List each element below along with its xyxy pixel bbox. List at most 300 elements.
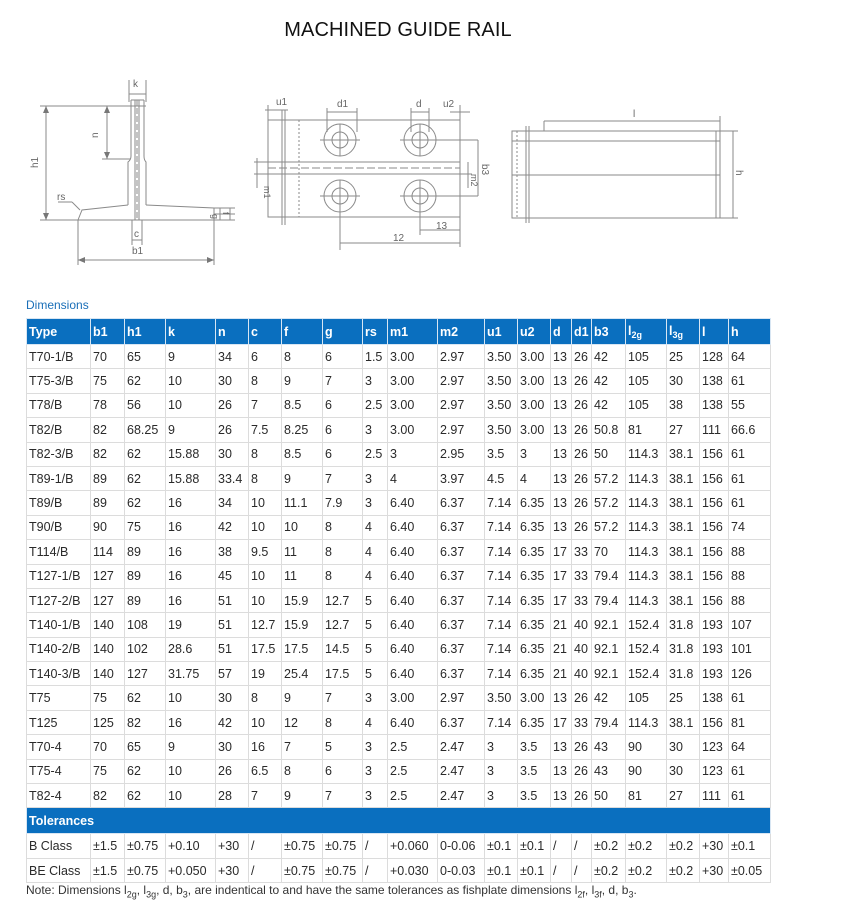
table-cell: 13 [551, 784, 572, 808]
table-cell: 13 [551, 345, 572, 369]
table-cell: 2.5 [388, 735, 438, 759]
table-cell: 62 [125, 466, 166, 490]
table-cell: 61 [729, 369, 771, 393]
table-cell: 42 [216, 515, 249, 539]
table-cell: 6.40 [388, 637, 438, 661]
table-cell: 61 [729, 784, 771, 808]
tolerance-class-cell: B Class [27, 834, 91, 858]
table-cell: 14.5 [323, 637, 363, 661]
table-cell: 40 [572, 637, 592, 661]
tolerance-cell: ±0.2 [667, 834, 700, 858]
column-header: d1 [572, 319, 592, 345]
table-cell: 64 [729, 345, 771, 369]
table-cell: 114.3 [626, 588, 667, 612]
table-cell: 42 [592, 345, 626, 369]
table-cell: 90 [626, 735, 667, 759]
table-cell: 138 [700, 686, 729, 710]
table-cell: 21 [551, 662, 572, 686]
table-cell: 10 [166, 369, 216, 393]
table-cell: 26 [572, 345, 592, 369]
dim-l-label: l [633, 109, 636, 120]
table-cell: 25 [667, 345, 700, 369]
table-cell: 10 [166, 393, 216, 417]
table-cell: 30 [216, 686, 249, 710]
table-cell: 79.4 [592, 564, 626, 588]
table-cell: 28 [216, 784, 249, 808]
footnote: Note: Dimensions $l_{2g}$, $l_{3g}$, d, $b_3$, are indentical to and have the same tolerances as fishplate dimensions $l_{2f}$, $l_{3f}$, d, $b_3$. [26, 883, 637, 900]
table-cell: 156 [700, 466, 729, 490]
tolerance-cell: ±0.75 [323, 858, 363, 882]
tolerances-header-row [27, 808, 771, 834]
table-cell: 75 [91, 686, 125, 710]
table-cell: 3.50 [485, 686, 518, 710]
table-cell: 11 [282, 564, 323, 588]
table-cell: 7 [249, 393, 282, 417]
table-cell: 90 [626, 759, 667, 783]
table-cell: 50.8 [592, 418, 626, 442]
table-cell: 61 [729, 686, 771, 710]
table-cell: 3 [363, 369, 388, 393]
dim-h1-label: h1 [30, 156, 41, 168]
column-header: d [551, 319, 572, 345]
table-cell: 7.5 [249, 418, 282, 442]
table-cell: 61 [729, 759, 771, 783]
table-cell: 9 [166, 418, 216, 442]
table-cell: 26 [572, 686, 592, 710]
tolerance-cell: ±0.1 [518, 834, 551, 858]
table-cell: 2.5 [363, 442, 388, 466]
table-cell: 89 [125, 564, 166, 588]
table-cell: 26 [572, 759, 592, 783]
table-cell: 15.9 [282, 588, 323, 612]
table-cell: 127 [91, 564, 125, 588]
table-cell: 30 [216, 369, 249, 393]
table-cell: 3.00 [388, 393, 438, 417]
table-row [27, 637, 771, 661]
table-cell: 6.35 [518, 540, 551, 564]
rail-type-cell: T82-4 [27, 784, 91, 808]
table-cell: 3 [363, 686, 388, 710]
rail-type-cell: T82/B [27, 418, 91, 442]
rail-type-cell: T127-1/B [27, 564, 91, 588]
table-cell: 38.1 [667, 466, 700, 490]
table-cell: 61 [729, 442, 771, 466]
table-cell: 156 [700, 491, 729, 515]
table-cell: 6.40 [388, 613, 438, 637]
table-cell: 61 [729, 491, 771, 515]
table-cell: 7.14 [485, 637, 518, 661]
table-cell: 15.88 [166, 442, 216, 466]
tolerances-section-label: Tolerances [27, 808, 771, 834]
table-cell: 152.4 [626, 637, 667, 661]
table-cell: 17 [551, 540, 572, 564]
table-cell: 105 [626, 686, 667, 710]
table-cell: 64 [729, 735, 771, 759]
table-cell: 75 [91, 369, 125, 393]
table-cell: 17 [551, 710, 572, 734]
column-header: u1 [485, 319, 518, 345]
table-cell: 26 [216, 759, 249, 783]
table-cell: 43 [592, 759, 626, 783]
table-cell: 9 [282, 784, 323, 808]
table-cell: 6.37 [438, 637, 485, 661]
table-cell: 4 [363, 564, 388, 588]
table-cell: 126 [729, 662, 771, 686]
rail-type-cell: T114/B [27, 540, 91, 564]
table-cell: 4 [363, 540, 388, 564]
table-cell: 6.37 [438, 710, 485, 734]
table-row [27, 588, 771, 612]
table-row [27, 369, 771, 393]
table-cell: 6.35 [518, 491, 551, 515]
table-cell: 70 [91, 735, 125, 759]
table-cell: 114.3 [626, 491, 667, 515]
table-cell: 6.37 [438, 515, 485, 539]
column-header: $l_{2g}$ [626, 319, 667, 345]
table-cell: 38.1 [667, 540, 700, 564]
rail-side-drawing [490, 100, 750, 230]
table-cell: 2.97 [438, 686, 485, 710]
table-cell: 70 [592, 540, 626, 564]
table-cell: 65 [125, 345, 166, 369]
table-cell: 31.8 [667, 637, 700, 661]
dim-d1-label: d1 [337, 99, 349, 110]
tolerance-cell: ±0.2 [626, 834, 667, 858]
dim-n-label: n [90, 132, 101, 138]
table-cell: 30 [667, 735, 700, 759]
table-cell: 92.1 [592, 662, 626, 686]
table-cell: 8 [249, 686, 282, 710]
table-cell: 55 [729, 393, 771, 417]
tolerance-cell: ±0.2 [626, 858, 667, 882]
table-cell: 42 [592, 393, 626, 417]
table-cell: 8.5 [282, 442, 323, 466]
table-row [27, 613, 771, 637]
table-cell: 50 [592, 442, 626, 466]
table-cell: 82 [91, 784, 125, 808]
table-cell: 6.40 [388, 491, 438, 515]
table-cell: 38 [216, 540, 249, 564]
table-cell: 40 [572, 613, 592, 637]
rail-type-cell: T140-2/B [27, 637, 91, 661]
column-header: b3 [592, 319, 626, 345]
table-cell: 13 [551, 735, 572, 759]
column-header: f [282, 319, 323, 345]
table-cell: 79.4 [592, 588, 626, 612]
table-cell: 123 [700, 735, 729, 759]
table-cell: 25 [667, 686, 700, 710]
table-cell: 156 [700, 515, 729, 539]
table-cell: 11.1 [282, 491, 323, 515]
table-cell: 1.5 [363, 345, 388, 369]
table-cell: 3.00 [518, 393, 551, 417]
table-cell: 42 [216, 710, 249, 734]
tolerance-cell: ±0.2 [667, 858, 700, 882]
table-cell: 140 [91, 662, 125, 686]
table-cell: 89 [91, 491, 125, 515]
column-header: n [216, 319, 249, 345]
table-cell: 61 [729, 466, 771, 490]
table-cell: 6 [323, 418, 363, 442]
table-cell: 16 [166, 515, 216, 539]
table-cell: 62 [125, 442, 166, 466]
table-cell: 7.14 [485, 710, 518, 734]
table-cell: 68.25 [125, 418, 166, 442]
tolerance-cell: / [572, 858, 592, 882]
table-cell: 26 [572, 442, 592, 466]
table-cell: 127 [91, 588, 125, 612]
dimensions-section-label: Dimensions [26, 298, 89, 312]
table-cell: 3.50 [485, 345, 518, 369]
rail-type-cell: T125 [27, 710, 91, 734]
table-cell: 40 [572, 662, 592, 686]
table-row [27, 710, 771, 734]
table-cell: 6.37 [438, 613, 485, 637]
table-cell: 3.00 [518, 418, 551, 442]
table-cell: 6.37 [438, 662, 485, 686]
table-cell: 3.50 [485, 369, 518, 393]
table-cell: 27 [667, 784, 700, 808]
table-cell: 16 [166, 564, 216, 588]
table-cell: 114.3 [626, 540, 667, 564]
rail-plan-drawing [240, 90, 490, 250]
table-cell: 10 [249, 515, 282, 539]
dimensions-table [26, 318, 771, 883]
table-cell: 8 [249, 442, 282, 466]
table-cell: 6.40 [388, 662, 438, 686]
table-cell: 2.95 [438, 442, 485, 466]
table-cell: 3 [485, 735, 518, 759]
table-cell: 13 [551, 466, 572, 490]
table-cell: 38.1 [667, 442, 700, 466]
table-cell: 17.5 [282, 637, 323, 661]
tolerance-cell: ±1.5 [91, 834, 125, 858]
table-cell: 33.4 [216, 466, 249, 490]
table-cell: 57.2 [592, 466, 626, 490]
table-row [27, 515, 771, 539]
tolerance-cell: +0.030 [388, 858, 438, 882]
column-header: Type [27, 319, 91, 345]
tolerance-cell: / [363, 858, 388, 882]
dim-m1-label: m1 [262, 186, 272, 199]
column-header: h1 [125, 319, 166, 345]
table-cell: 26 [216, 393, 249, 417]
table-cell: 19 [166, 613, 216, 637]
table-cell: 127 [125, 662, 166, 686]
table-cell: 3.50 [485, 418, 518, 442]
table-row [27, 735, 771, 759]
tolerance-cell: / [249, 834, 282, 858]
table-cell: 50 [592, 784, 626, 808]
table-cell: 43 [592, 735, 626, 759]
table-cell: 6.40 [388, 710, 438, 734]
table-cell: 34 [216, 345, 249, 369]
table-cell: 3.00 [518, 345, 551, 369]
tolerance-cell: ±0.75 [323, 834, 363, 858]
tolerance-row [27, 834, 771, 858]
table-cell: 8.25 [282, 418, 323, 442]
table-cell: 3.00 [388, 369, 438, 393]
rail-type-cell: T75-4 [27, 759, 91, 783]
table-cell: 34 [216, 491, 249, 515]
table-cell: 156 [700, 442, 729, 466]
table-cell: 25.4 [282, 662, 323, 686]
table-cell: 75 [125, 515, 166, 539]
table-cell: 27 [667, 418, 700, 442]
table-cell: 3 [363, 418, 388, 442]
table-cell: 12 [282, 710, 323, 734]
table-cell: 7.14 [485, 491, 518, 515]
table-row [27, 564, 771, 588]
table-row [27, 345, 771, 369]
table-cell: 2.47 [438, 735, 485, 759]
tolerance-cell: ±0.75 [282, 834, 323, 858]
table-cell: 8 [323, 564, 363, 588]
table-cell: 9 [282, 686, 323, 710]
table-cell: 7.14 [485, 540, 518, 564]
table-row [27, 662, 771, 686]
table-cell: 6.35 [518, 564, 551, 588]
table-cell: 128 [700, 345, 729, 369]
table-cell: 3.5 [518, 784, 551, 808]
table-cell: 114.3 [626, 442, 667, 466]
table-cell: 6.40 [388, 515, 438, 539]
table-cell: 156 [700, 540, 729, 564]
table-cell: 3 [363, 784, 388, 808]
rail-type-cell: T90/B [27, 515, 91, 539]
dim-b3-label: b3 [479, 164, 490, 176]
table-cell: 5 [323, 735, 363, 759]
table-cell: 3.00 [518, 686, 551, 710]
table-cell: 2.5 [363, 393, 388, 417]
table-cell: 66.6 [729, 418, 771, 442]
tolerance-cell: / [249, 858, 282, 882]
table-cell: 26 [216, 418, 249, 442]
table-cell: 2.47 [438, 759, 485, 783]
table-cell: 16 [166, 710, 216, 734]
table-row [27, 442, 771, 466]
dim-k-label: k [133, 79, 138, 90]
table-cell: 89 [125, 588, 166, 612]
table-cell: 7 [323, 466, 363, 490]
table-cell: 114.3 [626, 710, 667, 734]
table-cell: 75 [91, 759, 125, 783]
table-cell: 6.35 [518, 662, 551, 686]
table-cell: 9 [282, 466, 323, 490]
table-cell: 26 [572, 369, 592, 393]
dim-u2-label: u2 [443, 99, 455, 110]
dim-m2-label: m2 [469, 174, 479, 187]
tolerance-cell: ±0.1 [485, 858, 518, 882]
table-cell: 6 [323, 393, 363, 417]
table-cell: 3 [363, 466, 388, 490]
table-cell: 38.1 [667, 588, 700, 612]
table-cell: 111 [700, 784, 729, 808]
table-cell: 51 [216, 637, 249, 661]
table-row [27, 393, 771, 417]
table-cell: 79.4 [592, 710, 626, 734]
column-header: k [166, 319, 216, 345]
table-cell: 111 [700, 418, 729, 442]
table-header-row [27, 319, 771, 345]
table-cell: 7.14 [485, 613, 518, 637]
rail-type-cell: T140-1/B [27, 613, 91, 637]
dim-u1-label: u1 [276, 97, 288, 108]
tolerance-row [27, 858, 771, 882]
table-cell: 45 [216, 564, 249, 588]
table-cell: 5 [363, 588, 388, 612]
table-cell: 6 [323, 759, 363, 783]
table-cell: 152.4 [626, 613, 667, 637]
table-cell: 81 [729, 710, 771, 734]
table-cell: 7.9 [323, 491, 363, 515]
table-cell: 30 [667, 759, 700, 783]
column-header: c [249, 319, 282, 345]
table-cell: 90 [91, 515, 125, 539]
table-cell: 21 [551, 637, 572, 661]
table-cell: 82 [91, 418, 125, 442]
dim-rs-label: rs [57, 192, 66, 203]
table-cell: 6.35 [518, 588, 551, 612]
table-cell: 193 [700, 662, 729, 686]
table-cell: 125 [91, 710, 125, 734]
table-cell: 6.5 [249, 759, 282, 783]
table-cell: 6 [323, 345, 363, 369]
table-cell: 140 [91, 637, 125, 661]
table-cell: 13 [551, 442, 572, 466]
table-cell: 2.97 [438, 369, 485, 393]
table-cell: 3.50 [485, 393, 518, 417]
table-cell: 193 [700, 613, 729, 637]
dim-13-label: 13 [436, 221, 448, 232]
table-cell: 78 [91, 393, 125, 417]
table-cell: 13 [551, 393, 572, 417]
tolerance-cell: ±0.2 [592, 834, 626, 858]
table-cell: 88 [729, 588, 771, 612]
table-cell: 38.1 [667, 710, 700, 734]
table-cell: 42 [592, 686, 626, 710]
tolerance-cell: ±0.1 [485, 834, 518, 858]
table-cell: 26 [572, 515, 592, 539]
table-cell: 114 [91, 540, 125, 564]
table-cell: 6.40 [388, 540, 438, 564]
table-row [27, 466, 771, 490]
page-title: MACHINED GUIDE RAIL [284, 19, 512, 41]
table-cell: 3.5 [518, 759, 551, 783]
table-cell: 10 [249, 491, 282, 515]
table-cell: 62 [125, 784, 166, 808]
table-cell: 16 [249, 735, 282, 759]
table-cell: 140 [91, 613, 125, 637]
table-cell: 12.7 [323, 588, 363, 612]
tolerance-cell: +30 [216, 858, 249, 882]
table-cell: 13 [551, 369, 572, 393]
table-cell: 2.5 [388, 759, 438, 783]
table-cell: 19 [249, 662, 282, 686]
table-cell: 26 [572, 784, 592, 808]
table-cell: 107 [729, 613, 771, 637]
table-row [27, 418, 771, 442]
table-cell: 30 [216, 735, 249, 759]
table-cell: 74 [729, 515, 771, 539]
tolerance-cell: ±0.2 [592, 858, 626, 882]
table-cell: 56 [125, 393, 166, 417]
table-cell: 42 [592, 369, 626, 393]
table-cell: 38.1 [667, 564, 700, 588]
tolerance-cell: +0.10 [166, 834, 216, 858]
table-row [27, 540, 771, 564]
table-cell: 11 [282, 540, 323, 564]
